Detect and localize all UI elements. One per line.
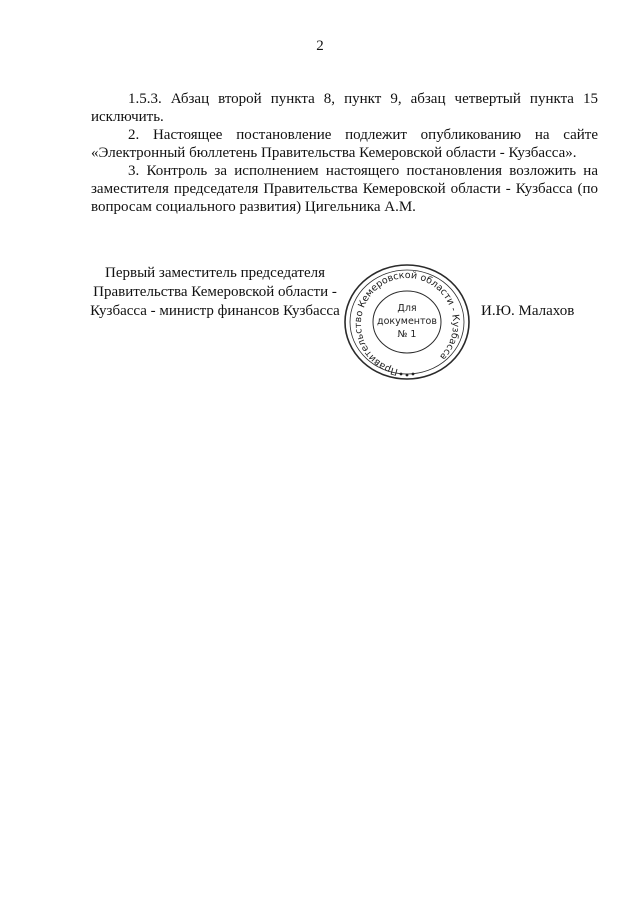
official-seal-stamp <box>339 262 475 382</box>
signer-position-line-1: Первый заместитель председателя <box>105 265 325 281</box>
paragraph-3: 3. Контроль за исполнением настоящего постановления возложить на заместителя председателя Правительства Кемеровской области - Кузбасса (по вопросам социального развития) Цигельника А.М. <box>91 163 598 215</box>
paragraph-1-5-3: 1.5.3. Абзац второй пункта 8, пункт 9, абзац четвертый пункта 15 исключить. <box>91 91 598 125</box>
seal-center-line-3: № 1 <box>397 329 417 340</box>
seal-star-marks <box>400 373 415 377</box>
signer-position-line-3: Кузбасса - министр финансов Кузбасса <box>90 303 340 319</box>
paragraph-2: 2. Настоящее постановление подлежит опубликованию на сайте «Электронный бюллетень Правительства Кемеровской области - Кузбасса». <box>91 127 598 161</box>
signer-position <box>84 264 346 321</box>
seal-center-line-1: Для <box>397 303 417 314</box>
seal-icon <box>339 262 475 382</box>
document-body <box>91 90 598 216</box>
seal-ring-text: Правительство Кемеровской области - Кузбасса <box>352 269 462 378</box>
signer-position-line-2: Правительства Кемеровской области - <box>93 284 337 300</box>
seal-center-line-2: документов <box>377 316 437 327</box>
signer-name: И.Ю. Малахов <box>481 303 575 319</box>
page-number: 2 <box>316 38 324 54</box>
